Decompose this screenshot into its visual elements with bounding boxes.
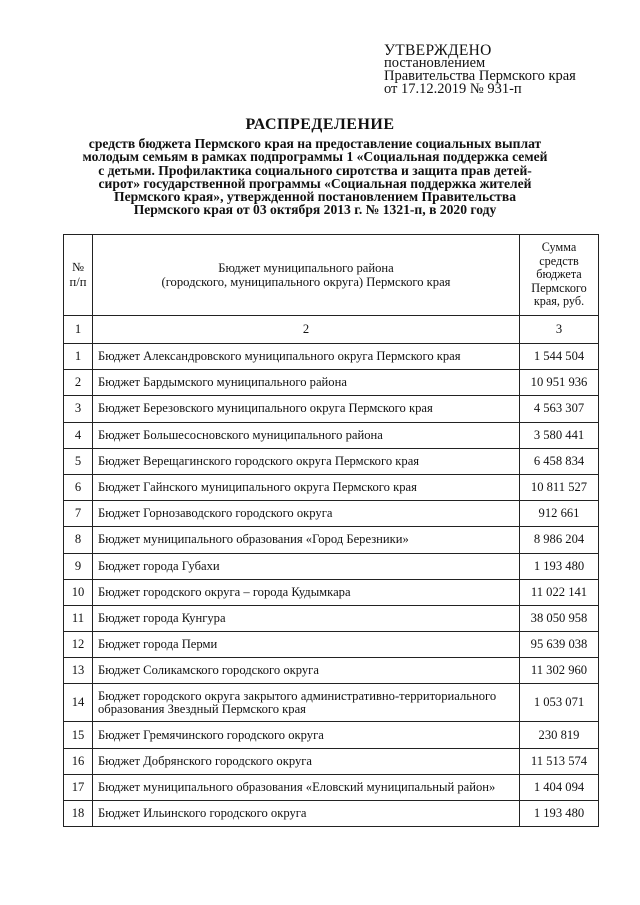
header-number <box>64 235 93 316</box>
row-number: 12 <box>64 632 93 658</box>
header-number-line: № <box>71 260 85 274</box>
row-number: 2 <box>64 370 93 396</box>
row-budget-name: Бюджет муниципального образования «Город Березники» <box>93 527 520 553</box>
row-number: 14 <box>64 684 93 722</box>
header-sum <box>520 235 599 316</box>
row-number: 6 <box>64 474 93 500</box>
row-budget-name: Бюджет муниципального образования «Еловский муниципальный район» <box>93 774 520 800</box>
row-budget-name: Бюджет Александровского муниципального округа Пермского края <box>93 344 520 370</box>
table-row <box>64 344 599 370</box>
row-sum: 1 193 480 <box>520 553 599 579</box>
row-budget-name: Бюджет города Губахи <box>93 553 520 579</box>
row-number: 16 <box>64 748 93 774</box>
approval-line-3: Правительства Пермского края <box>384 68 576 84</box>
table-header-row <box>64 235 599 316</box>
row-sum: 912 661 <box>520 501 599 527</box>
row-budget-name: Бюджет Березовского муниципального округа Пермского края <box>93 396 520 422</box>
table-row <box>64 774 599 800</box>
column-index: 3 <box>520 316 599 344</box>
row-sum: 11 513 574 <box>520 748 599 774</box>
row-number: 17 <box>64 774 93 800</box>
row-budget-name: Бюджет Ильинского городского округа <box>93 801 520 827</box>
approval-heading: УТВЕРЖДЕНО <box>384 42 492 59</box>
row-number: 18 <box>64 801 93 827</box>
approval-stamp <box>384 44 576 96</box>
row-sum: 1 544 504 <box>520 344 599 370</box>
column-index: 2 <box>93 316 520 344</box>
row-number: 5 <box>64 448 93 474</box>
row-sum: 4 563 307 <box>520 396 599 422</box>
row-sum: 8 986 204 <box>520 527 599 553</box>
table-row <box>64 422 599 448</box>
subtitle-line: с детьми. Профилактика социального сиротства и защита прав детей- <box>98 162 532 178</box>
subtitle-line: Пермского края», утвержденной постановлением Правительства <box>114 189 516 205</box>
row-number: 7 <box>64 501 93 527</box>
header-sum-line: Сумма <box>541 240 577 255</box>
table-row <box>64 605 599 631</box>
subtitle-line: сирот» государственной программы «Социальная поддержка жителей <box>98 175 532 191</box>
row-number: 1 <box>64 344 93 370</box>
table-row <box>64 553 599 579</box>
row-budget-name: Бюджет Гремячинского городского округа <box>93 722 520 748</box>
header-number-line: п/п <box>69 275 87 289</box>
header-sum-line: Пермского <box>531 280 587 295</box>
subtitle-line: молодым семьям в рамках подпрограммы 1 «Социальная поддержка семей <box>82 149 548 165</box>
row-sum: 10 811 527 <box>520 474 599 500</box>
row-number: 11 <box>64 605 93 631</box>
column-index: 1 <box>64 316 93 344</box>
row-budget-name: Бюджет городского округа закрытого административно-территориального образования Звездный Пермского края <box>93 684 520 722</box>
row-number: 10 <box>64 579 93 605</box>
distribution-table <box>63 234 599 827</box>
row-number: 15 <box>64 722 93 748</box>
row-number: 4 <box>64 422 93 448</box>
approval-line-4: от 17.12.2019 № 931-п <box>384 81 522 97</box>
document-title: РАСПРЕДЕЛЕНИЕ <box>245 116 395 133</box>
table-row <box>64 501 599 527</box>
row-number: 8 <box>64 527 93 553</box>
row-budget-name: Бюджет Большесосновского муниципального района <box>93 422 520 448</box>
table-row <box>64 748 599 774</box>
row-sum: 11 022 141 <box>520 579 599 605</box>
row-sum: 1 193 480 <box>520 801 599 827</box>
header-budget-line: Бюджет муниципального района <box>218 261 394 275</box>
row-sum: 10 951 936 <box>520 370 599 396</box>
row-budget-name: Бюджет Верещагинского городского округа Пермского края <box>93 448 520 474</box>
row-sum: 3 580 441 <box>520 422 599 448</box>
table-row <box>64 658 599 684</box>
row-number: 13 <box>64 658 93 684</box>
row-budget-name: Бюджет города Перми <box>93 632 520 658</box>
table-row <box>64 801 599 827</box>
document-subtitle <box>70 137 560 217</box>
column-index-row <box>64 316 599 344</box>
subtitle-line: средств бюджета Пермского края на предоставление социальных выплат <box>88 136 542 151</box>
table-row <box>64 474 599 500</box>
table-row <box>64 370 599 396</box>
row-number: 3 <box>64 396 93 422</box>
row-sum: 38 050 958 <box>520 605 599 631</box>
table-row <box>64 527 599 553</box>
row-sum: 1 404 094 <box>520 774 599 800</box>
header-sum-line: средств <box>539 253 579 268</box>
row-sum: 6 458 834 <box>520 448 599 474</box>
row-budget-name: Бюджет Гайнского муниципального округа Пермского края <box>93 474 520 500</box>
row-number: 9 <box>64 553 93 579</box>
row-budget-name: Бюджет городского округа – города Кудымкара <box>93 579 520 605</box>
row-budget-name: Бюджет Добрянского городского округа <box>93 748 520 774</box>
table-row <box>64 579 599 605</box>
row-budget-name: Бюджет Соликамского городского округа <box>93 658 520 684</box>
row-sum: 11 302 960 <box>520 658 599 684</box>
header-budget-line: (городского, муниципального округа) Пермского края <box>161 275 451 289</box>
header-sum-line: бюджета <box>536 267 582 282</box>
row-sum: 1 053 071 <box>520 684 599 722</box>
table-row <box>64 684 599 722</box>
subtitle-line: Пермского края от 03 октября 2013 г. № 1321-п, в 2020 году <box>133 202 497 218</box>
table-row <box>64 632 599 658</box>
row-budget-name: Бюджет Бардымского муниципального района <box>93 370 520 396</box>
row-sum: 95 639 038 <box>520 632 599 658</box>
row-budget-name: Бюджет Горнозаводского городского округа <box>93 501 520 527</box>
table-row <box>64 448 599 474</box>
table-row <box>64 722 599 748</box>
approval-line-2: постановлением <box>384 55 486 71</box>
header-budget <box>93 235 520 316</box>
row-budget-name: Бюджет города Кунгура <box>93 605 520 631</box>
header-sum-line: края, руб. <box>533 294 585 309</box>
row-sum: 230 819 <box>520 722 599 748</box>
table-row <box>64 396 599 422</box>
